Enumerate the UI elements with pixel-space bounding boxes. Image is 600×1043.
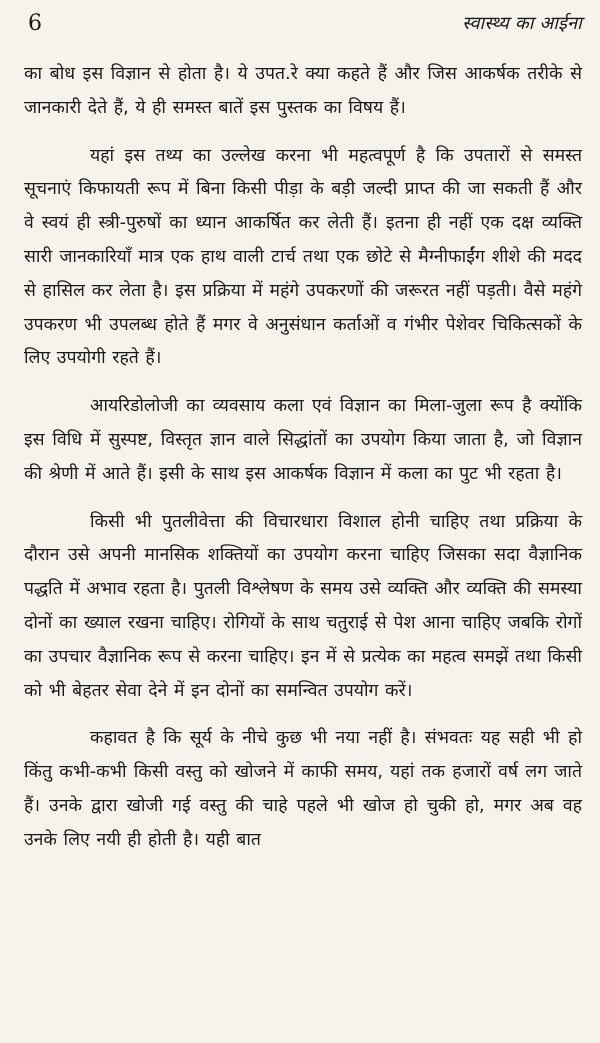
page-number: 6 [28,11,42,36]
page-header [24,0,582,44]
paragraph-4: किसी भी पुतलीवेत्ता की विचारधारा विशाल होनी चाहिए तथा प्रक्रिया के दौरान उसे अपनी मानसिक शक्तियों का उपयोग करना चाहिए जिसका सदा वैज्ञानिक पद्धति में अभाव रहता है। पुतली विश्लेषण के समय उसे व्यक्ति और व्यक्ति की समस्या दोनों का ख्याल रखना चाहिए। रोगियों के साथ चतुराई से पेश आना चाहिए जबकि रोगों का उपचार वैज्ञानिक रूप से करना चाहिए। इन में से प्रत्येक का महत्व समझें तथा किसी को भी बेहतर सेवा देने में इन दोनों का समन्वित उपयोग करें। [24,511,582,701]
paragraph-5: कहावत है कि सूर्य के नीचे कुछ भी नया नहीं है। संभवतः यह सही भी हो किंतु कभी-कभी किसी वस्तु को खोजने में काफी समय, यहां तक हजारों वर्ष लग जाते हैं। उनके द्वारा खोजी गई वस्तु की चाहे पहले भी खोज हो चुकी हो, मगर अब वह उनके लिए नयी ही होती है। यही बात [24,728,582,850]
paragraph-1: का बोध इस विज्ञान से होता है। ये उपत.रे क्या कहते हैं और जिस आकर्षक तरीके से जानकारी देते हैं, ये ही समस्त बातें इस पुस्तक का विषय हैं। [24,64,582,118]
paragraph-2: यहां इस तथ्य का उल्लेख करना भी महत्वपूर्ण है कि उपतारों से समस्त सूचनाएं किफायती रूप में बिना किसी पीड़ा के बड़ी जल्दी प्राप्त की जा सकती हैं और वे स्वयं ही स्त्री-पुरुषों का ध्यान आकर्षित कर लेती हैं। इतना ही नहीं एक दक्ष व्यक्ति सारी जानकारियाँ मात्र एक हाथ वाली टार्च तथा एक छोटे से मैग्नीफाईंग शीशे की मदद से हासिल कर लेता है। इस प्रक्रिया में महंगे उपकरणों की जरूरत नहीं पड़ती। वैसे महंगे उपकरण भी उपलब्ध होते हैं मगर वे अनुसंधान कर्ताओं व गंभीर पेशेवर चिकित्सकों के लिए उपयोगी रहते हैं। [24,145,582,369]
running-title: स्वास्थ्य का आईना [462,13,582,34]
body-text [24,58,582,858]
paragraph-3: आयरिडोलोजी का व्यवसाय कला एवं विज्ञान का मिला-जुला रूप है क्योंकि इस विधि में सुस्पष्ट, विस्तृत ज्ञान वाले सिद्धांतों का उपयोग किया जाता है, जो विज्ञान की श्रेणी में आते हैं। इसी के साथ इस आकर्षक विज्ञान में कला का पुट भी रहता है। [24,396,582,484]
